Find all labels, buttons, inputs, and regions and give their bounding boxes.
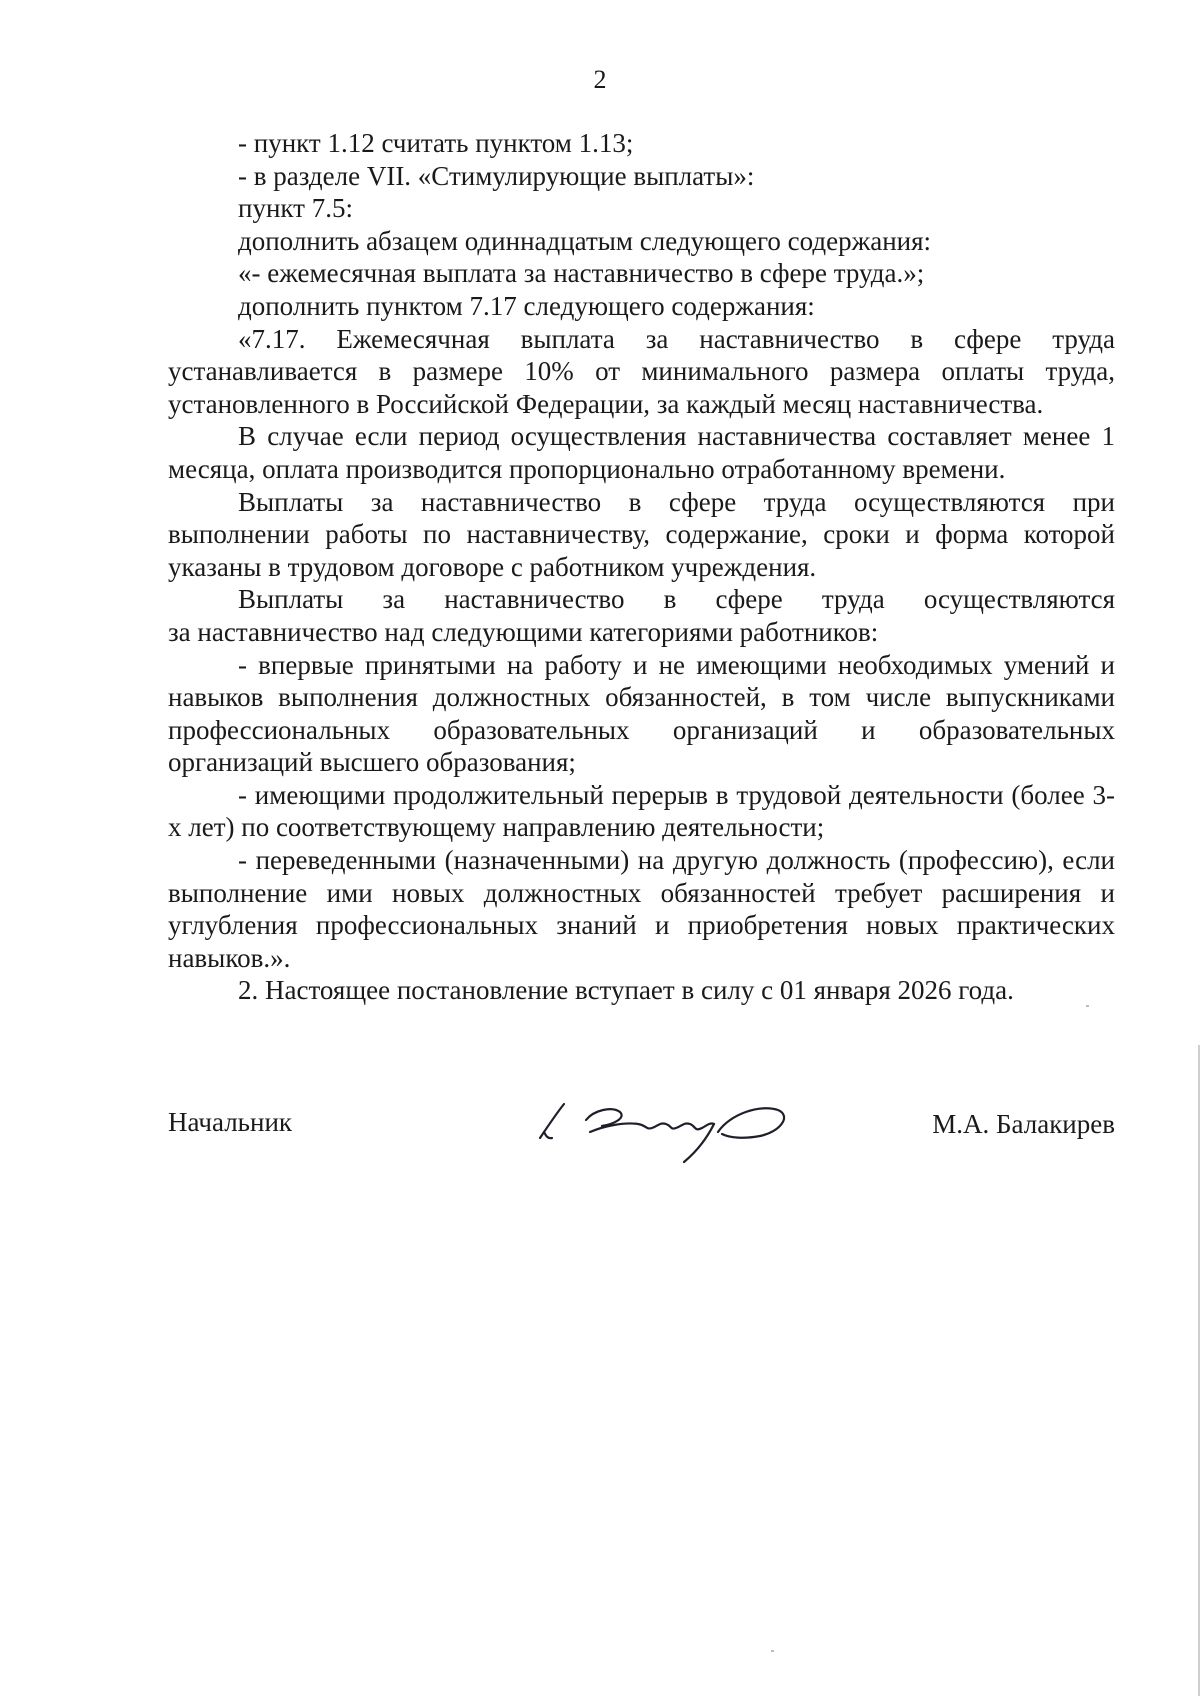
effective-date-clause: 2. Настоящее постановление вступает в силу с 01 января 2026 года. — [238, 975, 1014, 1006]
amendment-line: дополнить абзацем одиннадцатым следующего содержания: — [238, 225, 932, 256]
body-paragraph: Выплаты за наставничество в сфере труда осуществляются при выполнении работы по наставничеству, содержание, сроки и форма которой указаны в трудовом договоре с работником учреждения. — [168, 486, 1115, 582]
signature-block — [168, 1100, 1115, 1190]
signatory-name: М.А. Балакирев — [932, 1109, 1115, 1139]
page-number: 2 — [593, 65, 607, 94]
category-item: - имеющими продолжительный перерыв в трудовой деятельности (более 3-х лет) по соответствующему направлению деятельности; — [168, 779, 1115, 843]
scan-speck — [1086, 1005, 1089, 1007]
amendment-line: - пункт 1.12 считать пунктом 1.13; — [238, 128, 634, 158]
category-item: - впервые принятыми на работу и не имеющими необходимых умений и навыков выполнения должностных обязанностей, в том числе выпускниками профессиональных образовательных организаций и образовательных организаций высшего образования; — [168, 649, 1115, 778]
document-body — [168, 127, 1115, 1007]
body-paragraph: В случае если период осуществления наставничества составляет менее 1 месяца, оплата производится пропорционально отработанному времени. — [168, 421, 1115, 484]
amendment-line: пункт 7.5: — [238, 193, 353, 224]
scan-speck — [771, 1650, 774, 1652]
amendment-line: - в разделе VII. «Стимулирующие выплаты»: — [238, 160, 755, 191]
category-item: - переведенными (назначенными) на другую должность (профессию), если выполнение ими новых должностных обязанностей требует расширения и углубления профессиональных знаний и приобретения новых практических навыков.». — [168, 845, 1115, 973]
body-paragraph: Выплаты за наставничество в сфере труда осуществляются — [238, 584, 1115, 615]
clause-7-17: «7.17. Ежемесячная выплата за наставничество в сфере труда устанавливается в размере 10% от минимального размера оплаты труда, установленного в Российской Федерации, за каждый месяц наставничества. — [168, 323, 1115, 419]
amendment-line: дополнить пунктом 7.17 следующего содержания: — [238, 290, 815, 321]
handwritten-signature — [534, 1092, 804, 1172]
signatory-title: Начальник — [168, 1107, 293, 1137]
body-paragraph: за наставничество над следующими категориями работников: — [168, 616, 879, 647]
amendment-line: «- ежемесячная выплата за наставничество в сфере труда.»; — [238, 258, 925, 289]
